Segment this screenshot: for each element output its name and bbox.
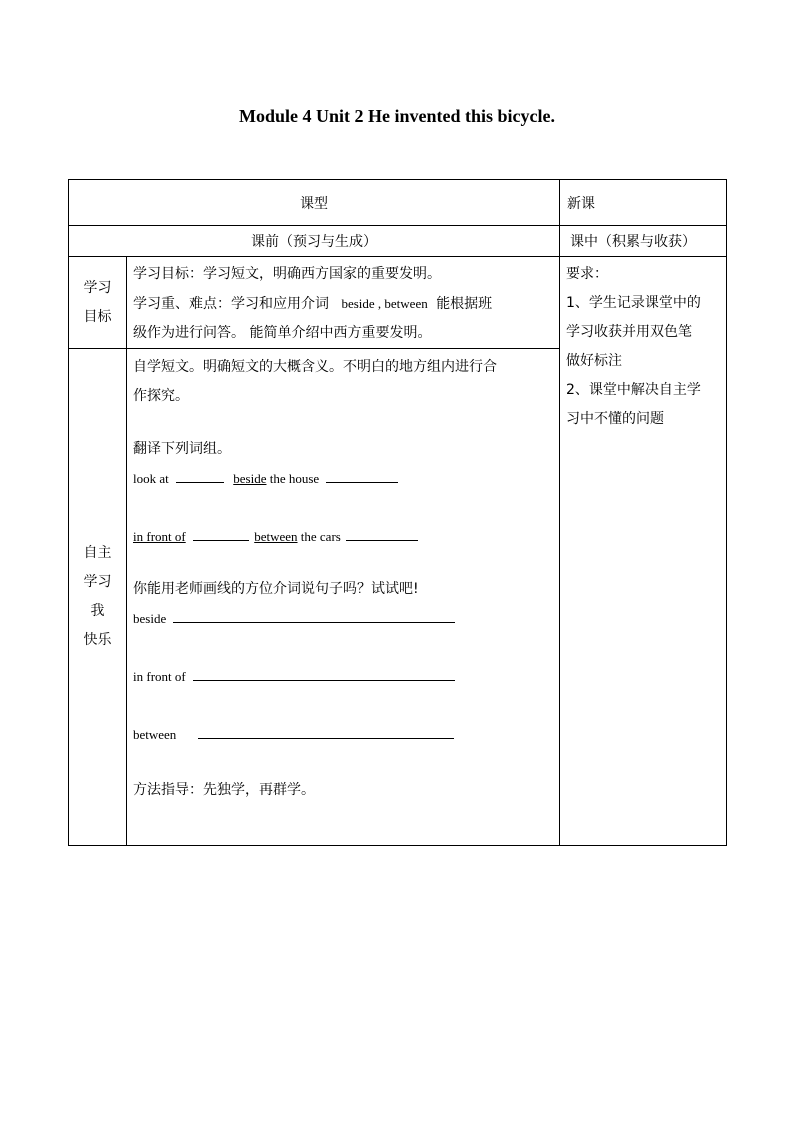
underlined-word: between	[254, 529, 298, 544]
requirements-heading: 要求：	[566, 266, 608, 282]
goals-row	[69, 257, 727, 349]
goals-line2: 学习重、难点：学习和应用介词 beside , between 能根据班	[133, 296, 493, 312]
underlined-word: beside	[233, 471, 267, 486]
requirement-1-line2: 学习收获并用双色笔	[566, 324, 692, 340]
method-guidance: 方法指导：先独学，再群学。	[133, 782, 315, 798]
phrase-row-2: in front of between the cars	[133, 522, 553, 551]
requirement-2-line1: 2、课堂中解决自主学	[566, 382, 701, 398]
sentence-row-between: between	[133, 720, 553, 749]
sentence-blank[interactable]	[173, 610, 455, 623]
answer-blank[interactable]	[346, 528, 418, 541]
document-title: Module 4 Unit 2 He invented this bicycle.	[239, 106, 555, 126]
self-study-content	[127, 349, 560, 846]
goals-label-line2: 目标	[83, 308, 112, 325]
answer-blank[interactable]	[193, 528, 249, 541]
goals-line3: 级作为进行问答。 能简单介绍中西方重要发明。	[133, 325, 432, 341]
goals-line1: 学习目标：学习短文，明确西方国家的重要发明。	[133, 266, 441, 282]
phrase-row-1: look at beside the house	[133, 464, 553, 493]
sentence-blank[interactable]	[198, 726, 454, 739]
during-class-label: 课中（积累与收获）	[560, 226, 727, 257]
self-study-label: 自主 学习 我 快乐	[69, 349, 127, 846]
goals-content	[127, 257, 560, 349]
header-row	[69, 180, 727, 226]
sentence-prompt: 你能用老师画线的方位介词说句子吗？试试吧!	[133, 581, 419, 597]
sentence-row-beside: beside	[133, 604, 553, 633]
before-class-label: 课前（预习与生成）	[69, 226, 560, 257]
type-label: 课型	[69, 180, 560, 226]
requirement-1-line3: 做好标注	[566, 353, 622, 369]
goals-label-line1: 学习	[83, 279, 112, 296]
type-value: 新课	[560, 180, 727, 226]
answer-blank[interactable]	[176, 470, 224, 483]
subheader-row	[69, 226, 727, 257]
sentence-row-in-front-of: in front of	[133, 662, 553, 691]
translate-heading: 翻译下列词组。	[133, 441, 231, 457]
intro-line2: 作探究。	[133, 388, 189, 404]
lesson-table	[68, 179, 727, 846]
goals-label	[69, 257, 127, 349]
intro-line1: 自学短文。明确短文的大概含义。不明白的地方组内进行合	[133, 359, 497, 375]
sentence-blank[interactable]	[193, 668, 455, 681]
requirement-2-line2: 习中不懂的问题	[566, 411, 664, 427]
underlined-word: in front of	[133, 529, 186, 544]
requirements-cell	[560, 257, 727, 846]
requirement-1-line1: 1、学生记录课堂中的	[566, 295, 701, 311]
answer-blank[interactable]	[326, 470, 398, 483]
